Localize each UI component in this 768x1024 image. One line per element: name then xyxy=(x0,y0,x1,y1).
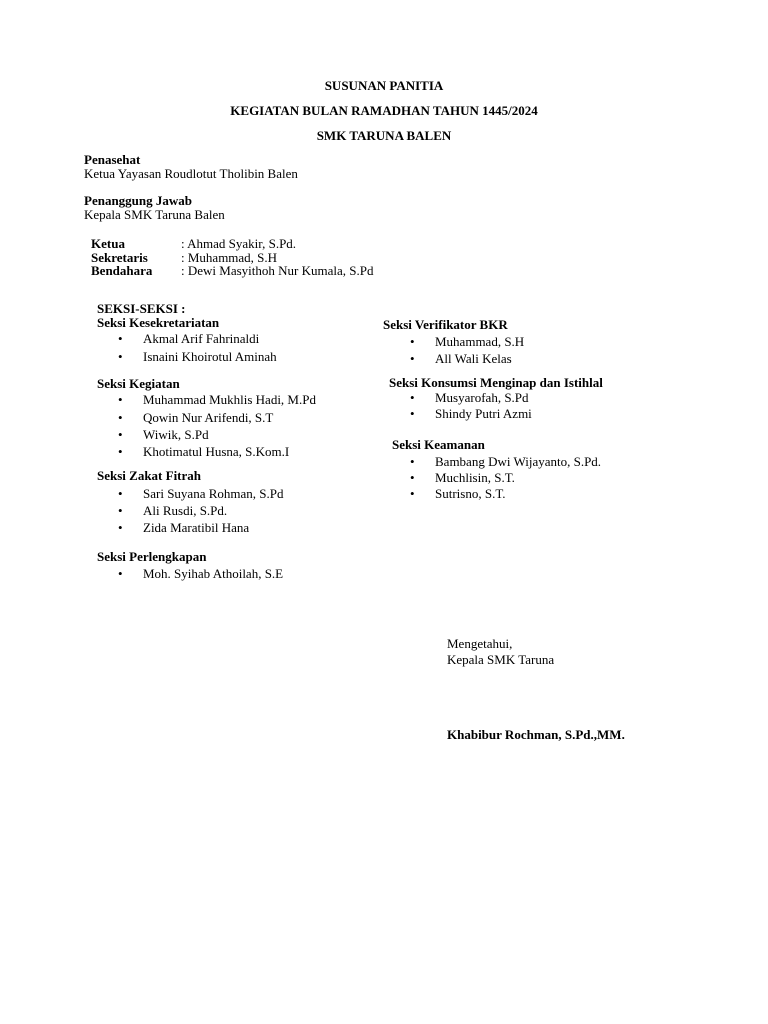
bullet-icon: • xyxy=(410,390,415,405)
penasehat-value: Ketua Yayasan Roudlotut Tholibin Balen xyxy=(84,166,298,181)
officer-label-ketua: Ketua xyxy=(91,236,125,251)
section-title: Seksi Kesekretariatan xyxy=(97,315,220,330)
bullet-icon: • xyxy=(118,503,123,518)
bullet-icon: • xyxy=(118,410,123,425)
officer-value-ketua: : Ahmad Syakir, S.Pd. xyxy=(181,236,297,251)
bullet-icon: • xyxy=(410,486,415,501)
officer-label-bendahara: Bendahara xyxy=(91,263,153,278)
seksi-heading: SEKSI-SEKSI : xyxy=(97,301,186,316)
signature-acknowledged: Mengetahui, xyxy=(447,636,513,651)
section-title: Seksi Zakat Fitrah xyxy=(97,468,202,483)
document-title: SUSUNAN PANITIA xyxy=(324,78,444,93)
bullet-icon: • xyxy=(118,486,123,501)
penasehat-label: Penasehat xyxy=(84,152,141,167)
bullet-icon: • xyxy=(118,392,123,407)
bullet-icon: • xyxy=(410,351,415,366)
penanggung-jawab-label: Penanggung Jawab xyxy=(84,193,192,208)
section-title: Seksi Perlengkapan xyxy=(97,549,207,564)
bullet-icon: • xyxy=(118,566,123,581)
section-title: Seksi Kegiatan xyxy=(97,376,180,391)
officer-label-sekretaris: Sekretaris xyxy=(91,250,148,265)
bullet-icon: • xyxy=(118,331,123,346)
bullet-icon: • xyxy=(118,349,123,364)
bullet-icon: • xyxy=(118,444,123,459)
bullet-icon: • xyxy=(118,427,123,442)
signature-position: Kepala SMK Taruna xyxy=(447,652,555,667)
officer-value-sekretaris: : Muhammad, S.H xyxy=(181,250,278,265)
school-name: SMK TARUNA BALEN xyxy=(316,128,452,143)
document-subtitle: KEGIATAN BULAN RAMADHAN TAHUN 1445/2024 xyxy=(230,103,538,118)
bullet-icon: • xyxy=(410,470,415,485)
section-title: Seksi Konsumsi Menginap dan Istihlal xyxy=(389,375,603,390)
officer-value-bendahara: : Dewi Masyithoh Nur Kumala, S.Pd xyxy=(181,263,374,278)
signature-name: Khabibur Rochman, S.Pd.,MM. xyxy=(447,727,625,742)
bullet-icon: • xyxy=(410,334,415,349)
bullet-icon: • xyxy=(118,520,123,535)
bullet-icon: • xyxy=(410,454,415,469)
penanggung-jawab-value: Kepala SMK Taruna Balen xyxy=(84,207,225,222)
section-title: Seksi Keamanan xyxy=(392,437,485,452)
section-title: Seksi Verifikator BKR xyxy=(383,317,508,332)
bullet-icon: • xyxy=(410,406,415,421)
